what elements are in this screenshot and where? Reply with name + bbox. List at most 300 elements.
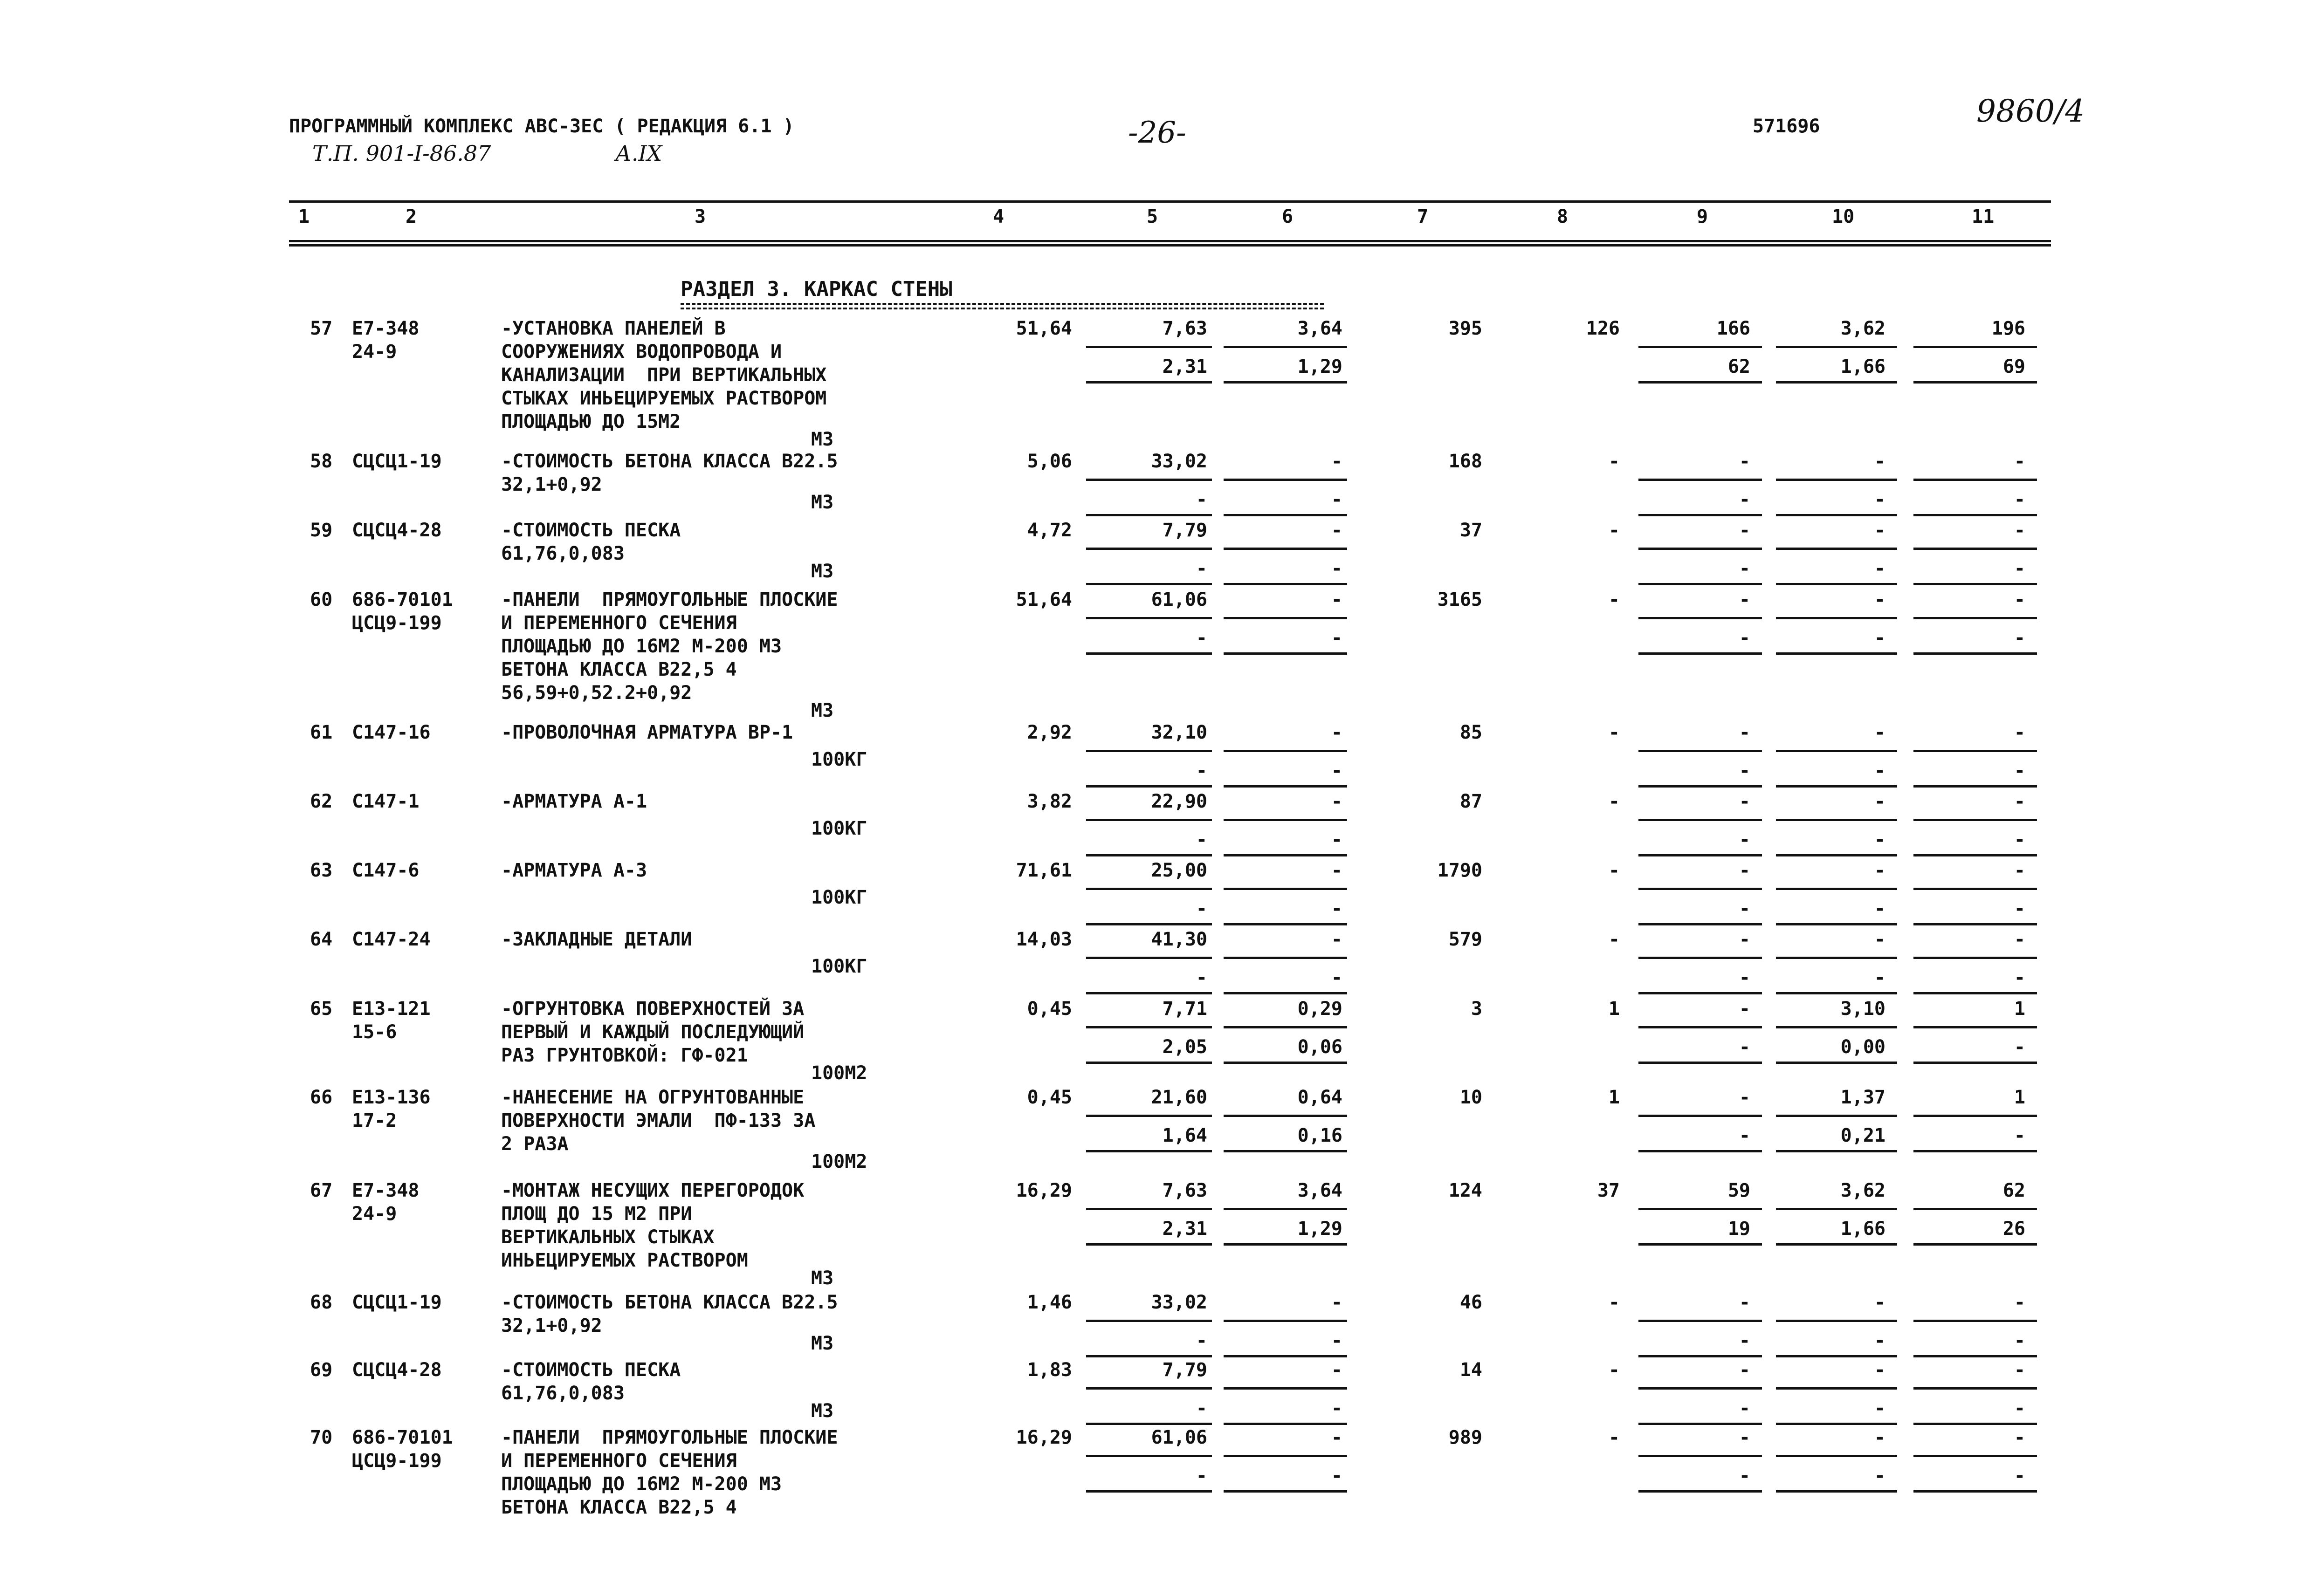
cell-c9: -	[1739, 1292, 1750, 1313]
cell-c11b: -	[2014, 1465, 2025, 1486]
cell-c5b: 2,31	[1162, 1218, 1207, 1240]
cell-c4: 5,06	[1027, 451, 1072, 472]
cell-c10b: -	[1874, 627, 1885, 649]
cell-c6b: -	[1331, 898, 1342, 919]
cell-c6b: -	[1331, 760, 1342, 781]
unit-of-measure: М3	[811, 561, 834, 582]
cell-rule-c10b	[1776, 1355, 1897, 1357]
cell-c5b: -	[1196, 1330, 1207, 1351]
work-description: -СТОИМОСТЬ ПЕСКА 61,76,0,083	[501, 1359, 681, 1404]
cell-rule-c10b	[1776, 854, 1897, 856]
cell-c11: -	[2014, 791, 2025, 812]
cell-c9b: -	[1739, 967, 1750, 988]
cell-rule-c9	[1638, 479, 1762, 481]
cell-c9: -	[1739, 589, 1750, 610]
cell-c6: 0,64	[1297, 1087, 1342, 1108]
cell-c10b: 1,66	[1840, 356, 1885, 377]
cell-rule-c9b	[1638, 1062, 1762, 1064]
norm-code-secondary: 24-9	[352, 1203, 397, 1225]
cell-rule-c9	[1638, 346, 1762, 348]
norm-code: СЦСЦ4-28	[352, 520, 442, 541]
cell-c11b: -	[2014, 489, 2025, 510]
unit-of-measure: 100КГ	[811, 818, 867, 839]
cell-c8: 1	[1608, 998, 1620, 1020]
cell-rule-c6b	[1224, 1243, 1347, 1246]
cell-rule-c5	[1086, 1026, 1212, 1028]
cell-c10: -	[1874, 1359, 1885, 1381]
cell-c4: 2,92	[1027, 722, 1072, 743]
work-description: -ПАНЕЛИ ПРЯМОУГОЛЬНЫЕ ПЛОСКИЕ И ПЕРЕМЕННОГО СЕЧЕНИЯ ПЛОЩАДЬЮ ДО 16М2 М-200 М3 БЕТОНА КЛАССА В22,5 4 56,59+0,52.2+0,92	[501, 589, 838, 704]
cell-c5b: -	[1196, 760, 1207, 781]
cell-c4: 0,45	[1027, 1087, 1072, 1108]
cell-c8: -	[1608, 589, 1620, 610]
cell-rule-c6	[1224, 750, 1347, 752]
cell-c8: -	[1608, 1292, 1620, 1313]
norm-code: Е7-348	[352, 1180, 420, 1201]
project-ref: Т.П. 901-I-86.87	[312, 141, 491, 166]
unit-of-measure: 100КГ	[811, 749, 867, 770]
cell-c11: -	[2014, 722, 2025, 743]
cell-c5b: -	[1196, 898, 1207, 919]
cell-c11: 1	[2014, 1087, 2025, 1108]
cell-rule-c10	[1776, 1387, 1897, 1390]
cell-c8: -	[1608, 1359, 1620, 1381]
cell-rule-c10b	[1776, 652, 1897, 655]
cell-rule-c9	[1638, 957, 1762, 959]
cell-c5: 25,00	[1151, 860, 1207, 881]
cell-rule-c11	[1913, 750, 2037, 752]
cell-rule-c10b	[1776, 785, 1897, 788]
cell-rule-c11	[1913, 548, 2037, 550]
cell-rule-c10	[1776, 1208, 1897, 1210]
cell-c5: 21,60	[1151, 1087, 1207, 1108]
cell-rule-c9b	[1638, 381, 1762, 384]
cell-rule-c9b	[1638, 1150, 1762, 1152]
cell-c9b: -	[1739, 1036, 1750, 1058]
cell-rule-c11b	[1913, 514, 2037, 516]
cell-rule-c5	[1086, 1320, 1212, 1322]
cell-c9b: -	[1739, 627, 1750, 649]
cell-rule-c11b	[1913, 1355, 2037, 1357]
cell-rule-c6b	[1224, 1062, 1347, 1064]
header-rule-top	[289, 200, 2051, 203]
row-number: 69	[310, 1359, 333, 1381]
unit-of-measure: М3	[811, 429, 834, 450]
cell-c4: 71,61	[1016, 860, 1072, 881]
cell-rule-c6	[1224, 548, 1347, 550]
cell-c9: -	[1739, 1087, 1750, 1108]
cell-rule-c11	[1913, 1115, 2037, 1117]
cell-c5b: -	[1196, 1397, 1207, 1419]
work-description: -АРМАТУРА А-3	[501, 860, 647, 881]
cell-rule-c10b	[1776, 1243, 1897, 1246]
cell-rule-c6	[1224, 346, 1347, 348]
cell-rule-c11	[1913, 479, 2037, 481]
cell-c9b: -	[1739, 898, 1750, 919]
cell-c9b: -	[1739, 1397, 1750, 1419]
cell-c11: -	[2014, 1292, 2025, 1313]
cell-rule-c10	[1776, 957, 1897, 959]
cell-rule-c11	[1913, 888, 2037, 890]
cell-c11: -	[2014, 1359, 2025, 1381]
work-description: -ОГРУНТОВКА ПОВЕРХНОСТЕЙ ЗА ПЕРВЫЙ И КАЖДЫЙ ПОСЛЕДУЮЩИЙ РАЗ ГРУНТОВКОЙ: ГФ-021	[501, 998, 805, 1066]
cell-c7: 3	[1471, 998, 1482, 1020]
cell-rule-c6	[1224, 1455, 1347, 1457]
cell-c6: -	[1331, 1292, 1342, 1313]
cell-c10b: -	[1874, 967, 1885, 988]
norm-code-secondary: 15-6	[352, 1021, 397, 1043]
col-header-2: 2	[406, 206, 417, 227]
cell-rule-c5	[1086, 617, 1212, 619]
cell-c8: -	[1608, 929, 1620, 950]
cell-c4: 0,45	[1027, 998, 1072, 1020]
cell-rule-c9b	[1638, 1243, 1762, 1246]
cell-c4: 51,64	[1016, 589, 1072, 610]
cell-rule-c11b	[1913, 785, 2037, 788]
work-description: -МОНТАЖ НЕСУЩИХ ПЕРЕГОРОДОК ПЛОЩ ДО 15 М2 ПРИ ВЕРТИКАЛЬНЫХ СТЫКАХ ИНЬЕЦИРУЕМЫХ РАСТВОРОМ	[501, 1180, 805, 1271]
cell-c6b: 0,16	[1297, 1125, 1342, 1146]
cell-c9b: -	[1739, 1330, 1750, 1351]
row-number: 70	[310, 1427, 333, 1448]
table-row	[0, 1358, 2312, 1422]
cell-rule-c5	[1086, 1115, 1212, 1117]
cell-rule-c5	[1086, 479, 1212, 481]
cell-c7: 168	[1448, 451, 1482, 472]
cell-c10: -	[1874, 451, 1885, 472]
cell-c4: 3,82	[1027, 791, 1072, 812]
cell-rule-c5	[1086, 888, 1212, 890]
cell-rule-c6	[1224, 617, 1347, 619]
cell-rule-c5b	[1086, 381, 1212, 384]
cell-c10: -	[1874, 722, 1885, 743]
norm-code: 686-70101	[352, 1427, 453, 1448]
work-description: -ПАНЕЛИ ПРЯМОУГОЛЬНЫЕ ПЛОСКИЕ И ПЕРЕМЕННОГО СЕЧЕНИЯ ПЛОЩАДЬЮ ДО 16М2 М-200 М3 БЕТОНА КЛАССА В22,5 4	[501, 1427, 838, 1518]
cell-c11: -	[2014, 860, 2025, 881]
cell-c5: 61,06	[1151, 1427, 1207, 1448]
cell-c10b: 0,21	[1840, 1125, 1885, 1146]
cell-c10: 3,10	[1840, 998, 1885, 1020]
row-number: 61	[310, 722, 333, 743]
cell-rule-c9b	[1638, 1423, 1762, 1425]
cell-rule-c9	[1638, 1320, 1762, 1322]
cell-c9: -	[1739, 791, 1750, 812]
cell-rule-c11b	[1913, 1062, 2037, 1064]
cell-c7: 989	[1448, 1427, 1482, 1448]
row-number: 65	[310, 998, 333, 1020]
cell-c10: -	[1874, 1427, 1885, 1448]
unit-of-measure: М3	[811, 1267, 834, 1289]
cell-c5: 7,71	[1162, 998, 1207, 1020]
cell-rule-c6b	[1224, 514, 1347, 516]
work-description: -СТОИМОСТЬ БЕТОНА КЛАССА В22.5 32,1+0,92	[501, 451, 838, 495]
cell-rule-c11b	[1913, 923, 2037, 925]
cell-c10: -	[1874, 1292, 1885, 1313]
cell-c11b: -	[2014, 829, 2025, 850]
work-description: -ЗАКЛАДНЫЕ ДЕТАЛИ	[501, 929, 692, 950]
cell-rule-c5b	[1086, 1062, 1212, 1064]
cell-rule-c11b	[1913, 992, 2037, 994]
unit-of-measure: М3	[811, 1333, 834, 1354]
cell-rule-c10b	[1776, 381, 1897, 384]
cell-c9: -	[1739, 998, 1750, 1020]
cell-rule-c11	[1913, 346, 2037, 348]
cell-c11b: 26	[2002, 1218, 2025, 1240]
cell-c10b: -	[1874, 760, 1885, 781]
cell-c6: -	[1331, 722, 1342, 743]
cell-c5: 61,06	[1151, 589, 1207, 610]
norm-code: С147-16	[352, 722, 431, 743]
norm-code: СЦСЦ4-28	[352, 1359, 442, 1381]
cell-c6: -	[1331, 589, 1342, 610]
cell-c6b: -	[1331, 627, 1342, 649]
cell-rule-c11b	[1913, 1423, 2037, 1425]
cell-rule-c11	[1913, 957, 2037, 959]
cell-c11: -	[2014, 589, 2025, 610]
cell-c10b: -	[1874, 558, 1885, 579]
row-number: 68	[310, 1292, 333, 1313]
program-title: ПРОГРАММНЫЙ КОМПЛЕКС АВС-ЗЕС ( РЕДАКЦИЯ 6.1 )	[289, 116, 794, 137]
cell-rule-c6b	[1224, 992, 1347, 994]
cell-c5b: 2,05	[1162, 1036, 1207, 1058]
cell-rule-c11b	[1913, 583, 2037, 585]
row-number: 60	[310, 589, 333, 610]
col-header-11: 11	[1972, 206, 1995, 227]
cell-rule-c5b	[1086, 1243, 1212, 1246]
cell-c7: 124	[1448, 1180, 1482, 1201]
cell-rule-c10b	[1776, 514, 1897, 516]
work-description: -НАНЕСЕНИЕ НА ОГРУНТОВАННЫЕ ПОВЕРХНОСТИ ЭМАЛИ ПФ-133 ЗА 2 РАЗА	[501, 1087, 816, 1155]
cell-c9b: -	[1739, 1125, 1750, 1146]
cell-rule-c9b	[1638, 514, 1762, 516]
cell-c4: 4,72	[1027, 520, 1072, 541]
cell-c10b: -	[1874, 1397, 1885, 1419]
cell-rule-c6b	[1224, 1355, 1347, 1357]
cell-c5: 7,63	[1162, 1180, 1207, 1201]
cell-c8: -	[1608, 1427, 1620, 1448]
row-number: 63	[310, 860, 333, 881]
row-number: 57	[310, 318, 333, 339]
cell-rule-c11	[1913, 1387, 2037, 1390]
cell-c9: -	[1739, 860, 1750, 881]
cell-c11: -	[2014, 1427, 2025, 1448]
col-header-7: 7	[1417, 206, 1429, 227]
unit-of-measure: 100КГ	[811, 887, 867, 908]
cell-c5b: -	[1196, 489, 1207, 510]
cell-c10: -	[1874, 929, 1885, 950]
cell-rule-c6	[1224, 1026, 1347, 1028]
cell-rule-c5	[1086, 819, 1212, 821]
table-row	[0, 588, 2312, 721]
cell-c11: -	[2014, 520, 2025, 541]
cell-rule-c10	[1776, 819, 1897, 821]
cell-rule-c11	[1913, 819, 2037, 821]
cell-rule-c5b	[1086, 785, 1212, 788]
cell-c9: 166	[1716, 318, 1750, 339]
cell-c10: 3,62	[1840, 1180, 1885, 1201]
cell-rule-c6	[1224, 1115, 1347, 1117]
cell-rule-c10b	[1776, 1490, 1897, 1493]
cell-c9: -	[1739, 722, 1750, 743]
norm-code: Е13-121	[352, 998, 431, 1020]
handwritten-number: 9860/4	[1976, 93, 2085, 129]
row-number: 62	[310, 791, 333, 812]
cell-rule-c11	[1913, 1026, 2037, 1028]
cell-rule-c9b	[1638, 1355, 1762, 1357]
cell-rule-c11b	[1913, 652, 2037, 655]
unit-of-measure: 100М2	[811, 1151, 867, 1172]
cell-rule-c5b	[1086, 923, 1212, 925]
cell-c6: 0,29	[1297, 998, 1342, 1020]
work-description: -АРМАТУРА А-1	[501, 791, 647, 812]
cell-rule-c5	[1086, 1387, 1212, 1390]
cell-c7: 46	[1459, 1292, 1482, 1313]
cell-c5: 32,10	[1151, 722, 1207, 743]
cell-c10b: -	[1874, 1330, 1885, 1351]
cell-rule-c5b	[1086, 992, 1212, 994]
row-number: 66	[310, 1087, 333, 1108]
norm-code-secondary: ЦСЦ9-199	[352, 1450, 442, 1472]
cell-c5: 7,79	[1162, 1359, 1207, 1381]
cell-c11: 1	[2014, 998, 2025, 1020]
cell-c6b: -	[1331, 1465, 1342, 1486]
cell-c8: 126	[1586, 318, 1620, 339]
cell-c4: 16,29	[1016, 1180, 1072, 1201]
cell-c5: 22,90	[1151, 791, 1207, 812]
row-number: 59	[310, 520, 333, 541]
cell-c6: -	[1331, 520, 1342, 541]
cell-c11b: -	[2014, 1125, 2025, 1146]
cell-c6b: -	[1331, 1330, 1342, 1351]
cell-c10b: -	[1874, 489, 1885, 510]
cell-rule-c5b	[1086, 854, 1212, 856]
cell-c7: 579	[1448, 929, 1482, 950]
cell-c5b: -	[1196, 1465, 1207, 1486]
cell-rule-c5	[1086, 750, 1212, 752]
cell-c10b: 0,00	[1840, 1036, 1885, 1058]
norm-code: С147-1	[352, 791, 420, 812]
cell-c11b: -	[2014, 760, 2025, 781]
work-description: -УСТАНОВКА ПАНЕЛЕЙ В СООРУЖЕНИЯХ ВОДОПРОВОДА И КАНАЛИЗАЦИИ ПРИ ВЕРТИКАЛЬНЫХ СТЫКАХ ИНЬЕЦИРУЕМЫХ РАСТВОРОМ ПЛОЩАДЬЮ ДО 15М2	[501, 318, 827, 432]
cell-rule-c9	[1638, 548, 1762, 550]
cell-c9: -	[1739, 1359, 1750, 1381]
work-description: -СТОИМОСТЬ ПЕСКА 61,76,0,083	[501, 520, 681, 564]
cell-c11: -	[2014, 929, 2025, 950]
unit-of-measure: М3	[811, 492, 834, 513]
cell-c9b: -	[1739, 1465, 1750, 1486]
cell-rule-c5b	[1086, 514, 1212, 516]
cell-rule-c9	[1638, 1387, 1762, 1390]
header-rule-bottom	[289, 240, 2051, 242]
cell-rule-c5b	[1086, 1490, 1212, 1493]
cell-c10b: -	[1874, 1465, 1885, 1486]
cell-rule-c6b	[1224, 923, 1347, 925]
cell-rule-c9b	[1638, 1490, 1762, 1493]
cell-rule-c5	[1086, 957, 1212, 959]
cell-c9b: -	[1739, 829, 1750, 850]
norm-code: С147-6	[352, 860, 420, 881]
cell-rule-c6b	[1224, 1150, 1347, 1152]
cell-c11: 196	[1991, 318, 2025, 339]
cell-c6: -	[1331, 1427, 1342, 1448]
cell-c5b: 2,31	[1162, 356, 1207, 377]
cell-rule-c11b	[1913, 1490, 2037, 1493]
cell-c9b: -	[1739, 760, 1750, 781]
col-header-5: 5	[1147, 206, 1158, 227]
album-ref: А.IX	[615, 141, 662, 166]
cell-rule-c10	[1776, 1115, 1897, 1117]
cell-c7: 10	[1459, 1087, 1482, 1108]
cell-c9: -	[1739, 1427, 1750, 1448]
cell-rule-c9b	[1638, 652, 1762, 655]
cell-c9b: -	[1739, 558, 1750, 579]
cell-c5b: -	[1196, 967, 1207, 988]
cell-c6: 3,64	[1297, 1180, 1342, 1201]
col-header-10: 10	[1832, 206, 1855, 227]
cell-rule-c6	[1224, 479, 1347, 481]
cell-rule-c10	[1776, 617, 1897, 619]
unit-of-measure: М3	[811, 700, 834, 721]
norm-code-secondary: ЦСЦ9-199	[352, 612, 442, 634]
cell-rule-c6b	[1224, 1423, 1347, 1425]
cell-c8: -	[1608, 722, 1620, 743]
cell-c4: 51,64	[1016, 318, 1072, 339]
col-header-1: 1	[298, 206, 310, 227]
section-underline-2	[681, 308, 1324, 309]
cell-c6b: -	[1331, 967, 1342, 988]
row-number: 67	[310, 1180, 333, 1201]
cell-c8: -	[1608, 791, 1620, 812]
cell-rule-c11b	[1913, 1150, 2037, 1152]
cell-rule-c11b	[1913, 381, 2037, 384]
cell-rule-c9	[1638, 1208, 1762, 1210]
cell-c5b: -	[1196, 558, 1207, 579]
cell-rule-c10b	[1776, 992, 1897, 994]
cell-c7: 3165	[1437, 589, 1482, 610]
cell-c11b: 69	[2002, 356, 2025, 377]
cell-c7: 85	[1459, 722, 1482, 743]
cell-rule-c9b	[1638, 923, 1762, 925]
cell-rule-c10	[1776, 888, 1897, 890]
norm-code: СЦСЦ1-19	[352, 451, 442, 472]
cell-c6: -	[1331, 791, 1342, 812]
cell-c9: -	[1739, 520, 1750, 541]
cell-c6: 3,64	[1297, 318, 1342, 339]
cell-rule-c6b	[1224, 381, 1347, 384]
cell-c10: 3,62	[1840, 318, 1885, 339]
cell-c6b: -	[1331, 1397, 1342, 1419]
cell-rule-c10	[1776, 1455, 1897, 1457]
cell-c11b: -	[2014, 1330, 2025, 1351]
cell-c4: 1,83	[1027, 1359, 1072, 1381]
cell-rule-c6	[1224, 819, 1347, 821]
cell-c9b: 62	[1727, 356, 1750, 377]
document-code: 571696	[1753, 116, 1820, 137]
cell-c6b: 1,29	[1297, 1218, 1342, 1240]
cell-c7: 395	[1448, 318, 1482, 339]
cell-c6: -	[1331, 860, 1342, 881]
cell-c9b: 19	[1727, 1218, 1750, 1240]
cell-c6b: -	[1331, 489, 1342, 510]
cell-rule-c6	[1224, 957, 1347, 959]
col-header-6: 6	[1282, 206, 1294, 227]
norm-code: С147-24	[352, 929, 431, 950]
col-header-3: 3	[695, 206, 706, 227]
cell-c5: 7,79	[1162, 520, 1207, 541]
cell-rule-c5b	[1086, 1150, 1212, 1152]
cell-rule-c9b	[1638, 785, 1762, 788]
col-header-4: 4	[993, 206, 1005, 227]
cell-c8: -	[1608, 520, 1620, 541]
